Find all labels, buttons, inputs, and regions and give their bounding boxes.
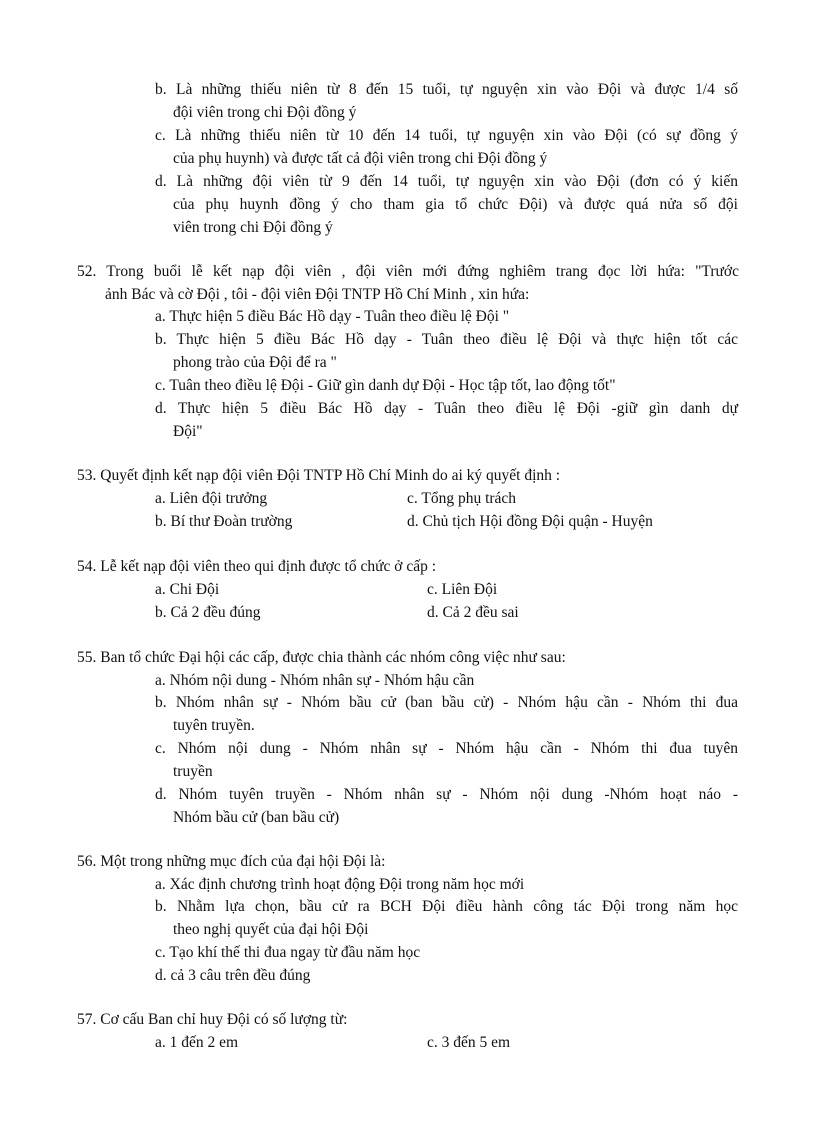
q52-option-b-line2: phong trào của Đội để ra ": [173, 354, 337, 371]
q51-option-b-line2: đội viên trong chi Đội đồng ý: [173, 104, 357, 121]
q55-option-d-line2: Nhóm bầu cử (ban bầu cử): [173, 809, 340, 826]
q51-option-d-line3: viên trong chi Đội đồng ý: [173, 219, 333, 236]
q53-option-d: d. Chủ tịch Hội đồng Đội quận - Huyện: [407, 513, 653, 530]
q55-option-c-line2: truyền: [173, 763, 213, 780]
q54-question: 54. Lễ kết nạp đội viên theo qui định được tổ chức ở cấp :: [77, 558, 437, 575]
q55-question: 55. Ban tổ chức Đại hội các cấp, được chia thành các nhóm công việc như sau:: [77, 649, 566, 666]
q55-option-b-line2: tuyên truyền.: [173, 717, 255, 734]
q56-question: 56. Một trong những mục đích của đại hội Đội là:: [77, 853, 386, 870]
q54-option-d: d. Cả 2 đều sai: [427, 604, 519, 621]
q51-option-d-line1: d. Là những đội viên từ 9 đến 14 tuổi, tự nguyện xin vào Đội (đơn có ý kiến: [155, 173, 738, 190]
q53-option-b: b. Bí thư Đoàn trường: [155, 513, 293, 530]
q55-option-d-line1: d. Nhóm tuyên truyền - Nhóm nhân sự - Nhóm nội dung -Nhóm hoạt náo -: [155, 786, 738, 803]
q52-option-c: c. Tuân theo điều lệ Đội - Giữ gìn danh dự Đội - Học tập tốt, lao động tốt": [155, 377, 616, 394]
q53-option-c: c. Tổng phụ trách: [407, 490, 517, 507]
q51-option-b-line1: b. Là những thiếu niên từ 8 đến 15 tuổi, tự nguyện xin vào Đội và được 1/4 số: [155, 81, 738, 98]
q56-option-b-line1: b. Nhằm lựa chọn, bầu cử ra BCH Đội điều hành công tác Đội trong năm học: [155, 898, 738, 915]
q57-option-c: c. 3 đến 5 em: [427, 1034, 511, 1051]
q54-option-a: a. Chi Đội: [155, 581, 220, 598]
q56-option-d: d. cả 3 câu trên đều đúng: [155, 967, 311, 984]
q52-option-d-line2: Đội": [173, 423, 203, 440]
q52-option-a: a. Thực hiện 5 điều Bác Hồ dạy - Tuân theo điều lệ Đội ": [155, 308, 510, 325]
q56-option-a: a. Xác định chương trình hoạt động Đội trong năm học mới: [155, 876, 525, 893]
q56-option-b-line2: theo nghị quyết của đại hội Đội: [173, 921, 369, 938]
q52-option-d-line1: d. Thực hiện 5 điều Bác Hồ dạy - Tuân theo điều lệ Đội -giữ gìn danh dự: [155, 400, 738, 417]
q52-option-b-line1: b. Thực hiện 5 điều Bác Hồ dạy - Tuân theo điều lệ Đội và thực hiện tốt các: [155, 331, 738, 348]
q57-question: 57. Cơ cấu Ban chỉ huy Đội có số lượng từ:: [77, 1011, 348, 1028]
q51-option-c-line2: của phụ huynh) và được tất cả đội viên trong chi Đội đồng ý: [173, 150, 548, 167]
q51-option-d-line2: của phụ huynh đồng ý cho tham gia tổ chức Đội) và được quá nửa số đội: [173, 196, 738, 213]
q55-option-b-line1: b. Nhóm nhân sự - Nhóm bầu cử (ban bầu cử) - Nhóm hậu cần - Nhóm thi đua: [155, 694, 738, 711]
q57-option-a: a. 1 đến 2 em: [155, 1034, 239, 1051]
q54-option-b: b. Cả 2 đều đúng: [155, 604, 261, 621]
q51-option-c-line1: c. Là những thiếu niên từ 10 đến 14 tuổi, tự nguyện xin vào Đội (có sự đồng ý: [155, 127, 738, 144]
q55-option-a: a. Nhóm nội dung - Nhóm nhân sự - Nhóm hậu cần: [155, 672, 475, 689]
q56-option-c: c. Tạo khí thế thi đua ngay từ đầu năm học: [155, 944, 421, 961]
q55-option-c-line1: c. Nhóm nội dung - Nhóm nhân sự - Nhóm hậu cần - Nhóm thi đua tuyên: [155, 740, 738, 757]
q52-question-line2: ảnh Bác và cờ Đội , tôi - đội viên Đội TNTP Hồ Chí Minh , xin hứa:: [105, 286, 530, 303]
q52-question-line1: 52. Trong buổi lễ kết nạp đội viên , đội viên mới đứng nghiêm trang đọc lời hứa: "Trước: [77, 263, 739, 280]
q53-option-a: a. Liên đội trưởng: [155, 490, 268, 507]
q53-question: 53. Quyết định kết nạp đội viên Đội TNTP Hồ Chí Minh do ai ký quyết định :: [77, 467, 561, 484]
q54-option-c: c. Liên Đội: [427, 581, 498, 598]
